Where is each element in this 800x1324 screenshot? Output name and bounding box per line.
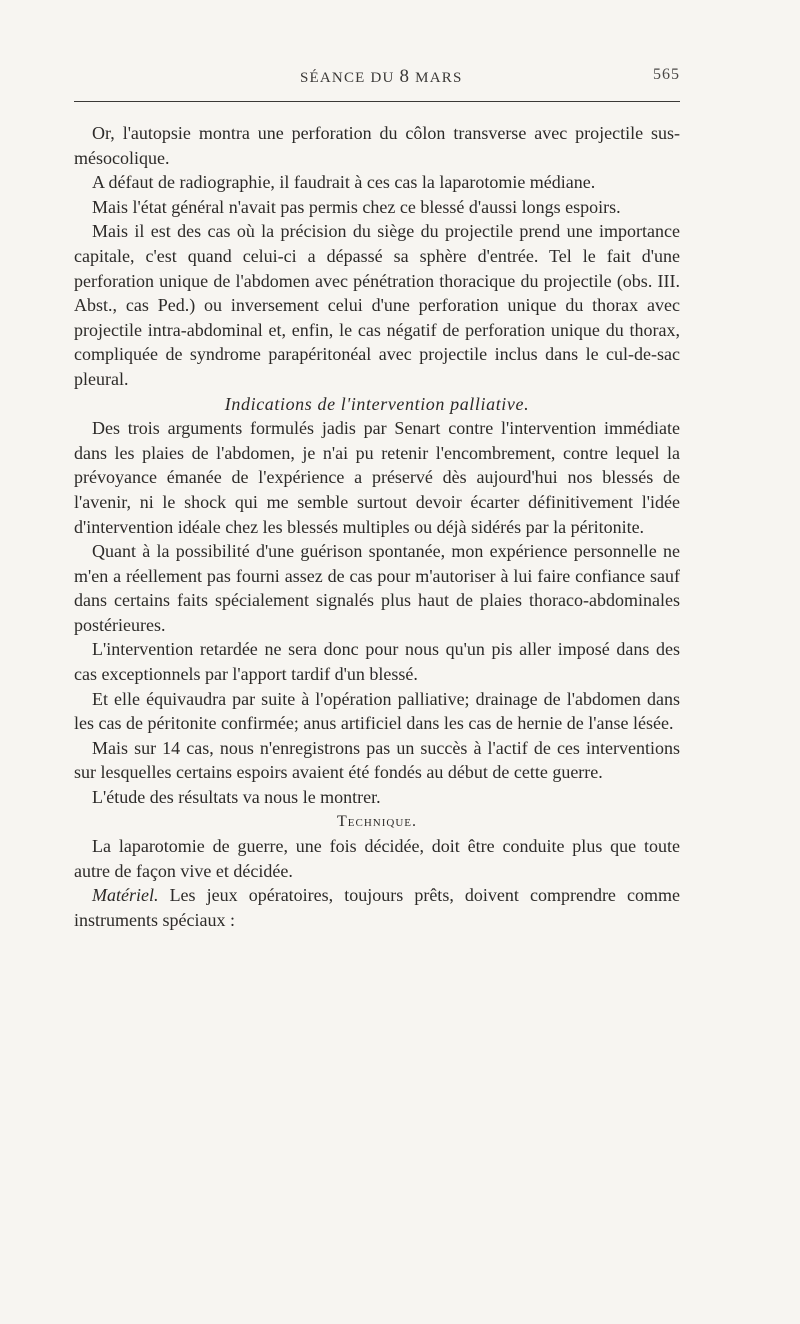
paragraph: Mais sur 14 cas, nous n'enregistrons pas un succès à l'actif de ces interventions sur lesquelles certains espoirs avaient été fondés au début de cette guerre.: [74, 737, 680, 783]
section-heading: Indications de l'intervention palliative.: [224, 393, 530, 414]
paragraph: Des trois arguments formulés jadis par Senart contre l'intervention immédiate dans les plaies de l'abdomen, je n'ai pu retenir l'encombrement, contre lequel la prévoyance émanée de l'expérience a préservé dès aujourd'hui nos blessés de l'avenir, ni le shock qui me semble surtout devoir écarter définitivement l'idée d'intervention idéale chez les blessés multiples ou déjà sidérés par la péritonite.: [74, 418, 680, 537]
book-page: [74, 0, 680, 1324]
header-rule: [74, 101, 680, 102]
running-head-prefix: SÉANCE DU: [300, 70, 395, 86]
running-head: [300, 66, 463, 88]
materiel-lead: Matériel.: [92, 885, 159, 906]
paragraph: L'intervention retardée ne sera donc pour nous qu'un pis aller imposé dans des cas exceptionnels par l'apport tardif d'un blessé.: [74, 639, 680, 685]
page-body: [74, 121, 680, 933]
running-head-number: 8: [399, 66, 411, 87]
paragraph: Et elle équivaudra par suite à l'opération palliative; drainage de l'abdomen dans les cas de péritonite confirmée; anus artificiel dans les cas de hernie de l'anse lésée.: [74, 688, 680, 734]
paragraph: Quant à la possibilité d'une guérison spontanée, mon expérience personnelle ne m'en a réellement pas fourni assez de cas pour m'autoriser à lui faire confiance sauf dans certains faits spécialement signalés plus haut de plaies thoraco-abdominales postérieures.: [74, 541, 680, 635]
materiel-text: Les jeux opératoires, toujours prêts, doivent comprendre comme instruments spéciaux :: [74, 885, 680, 930]
paragraph: A défaut de radiographie, il faudrait à ces cas la laparotomie médiane.: [92, 172, 596, 193]
page-header: [74, 66, 680, 90]
paragraph: Mais il est des cas où la précision du siège du projectile prend une importance capitale, c'est quand celui-ci a dépassé sa sphère d'entrée. Tel le fait d'une perforation unique de l'abdomen avec pénétration thoracique du projectile (obs. III. Abst., cas Ped.) ou inversement celui d'une perforation unique du thorax avec projectile intra-abdominal et, enfin, le cas négatif de perforation unique du thorax, compliquée de syndrome parapéritonéal avec projectile inclus dans le cul-de-sac pleural.: [74, 221, 680, 389]
page-number: 565: [653, 66, 680, 83]
running-head-suffix: MARS: [415, 70, 463, 86]
paragraph: L'étude des résultats va nous le montrer.: [92, 787, 381, 808]
paragraph: Or, l'autopsie montra une perforation du côlon transverse avec projectile sus-mésocolique.: [74, 123, 680, 168]
paragraph: La laparotomie de guerre, une fois décidée, doit être conduite plus que toute autre de façon vive et décidée.: [74, 836, 680, 881]
section-heading-technique: Technique.: [337, 812, 417, 830]
paragraph-materiel: [74, 883, 680, 932]
paragraph: Mais l'état général n'avait pas permis chez ce blessé d'aussi longs espoirs.: [92, 196, 621, 217]
